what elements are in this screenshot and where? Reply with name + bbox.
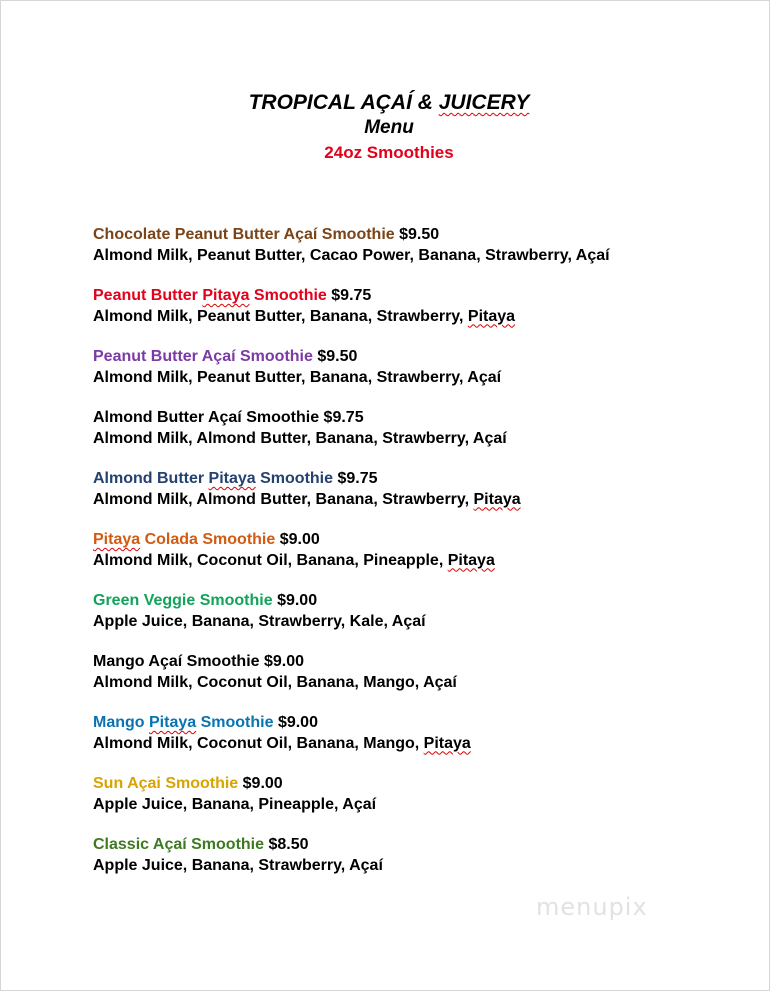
- menu-item-name: [93, 836, 264, 853]
- menu-item-name: [93, 287, 327, 304]
- menu-item: [93, 469, 753, 530]
- ingredient-text: Almond Milk, Peanut Butter, Banana, Strawberry, Açaí: [93, 368, 502, 386]
- menu-item-price: $9.75: [331, 287, 372, 304]
- menu-item-name-part: Peanut Butter: [93, 287, 203, 304]
- menu-item: [93, 530, 753, 591]
- menu-item-name-part: Colada Smoothie: [140, 531, 276, 548]
- menu-item-name-part: Smoothie: [249, 287, 327, 304]
- menu-item-ingredients: [93, 856, 753, 877]
- menu-item-name-part: Peanut Butter Açaí Smoothie: [93, 348, 313, 365]
- menu-item-name-part: Almond Butter: [93, 470, 209, 487]
- menu-item-price: $9.00: [263, 653, 305, 670]
- section-heading: 24oz Smoothies: [324, 143, 454, 162]
- menu-item: [93, 347, 753, 408]
- menu-item: [93, 835, 753, 896]
- menu-item-title-line: [93, 408, 753, 429]
- menu-item-name-flagged-word: Pitaya: [93, 531, 141, 548]
- ingredient-flagged-word: Pitaya: [473, 490, 521, 508]
- menu-item-ingredients: [93, 246, 753, 267]
- ingredient-flagged-word: Pitaya: [423, 734, 471, 752]
- menu-item-name: [93, 592, 273, 609]
- menu-item: [93, 774, 753, 835]
- menu-item-name: [93, 348, 313, 365]
- menu-item-ingredients: [93, 368, 753, 389]
- menu-item-price: $9.00: [277, 592, 318, 609]
- menu-item-title-line: [93, 835, 753, 856]
- menu-item: [93, 286, 753, 347]
- menu-item-name-part: Smoothie: [196, 714, 274, 731]
- menu-item-name-flagged-word: Pitaya: [202, 287, 250, 304]
- menu-item-title-line: [93, 286, 753, 307]
- menu-item-price: $9.00: [277, 714, 318, 731]
- menu-item-title-line: [93, 652, 753, 673]
- ingredient-text: Almond Milk, Coconut Oil, Banana, Mango,: [93, 734, 424, 752]
- menu-item-price: $9.50: [399, 226, 440, 243]
- menu-item-price: $9.00: [242, 775, 283, 792]
- menu-item-name-part: Green Veggie Smoothie: [93, 592, 273, 609]
- menu-item-name-part: Mango Açaí Smoothie: [93, 653, 260, 670]
- menu-item-ingredients: [93, 612, 753, 633]
- menu-item-title-line: [93, 591, 753, 612]
- menu-item-title-line: [93, 713, 753, 734]
- ingredient-text: Apple Juice, Banana, Pineapple, Açaí: [93, 795, 377, 813]
- menu-item-name-part: Classic Açaí Smoothie: [93, 836, 265, 853]
- menu-item-name: [93, 714, 273, 731]
- menu-item-title-line: [93, 347, 753, 368]
- menu-item-price: $9.00: [279, 531, 320, 548]
- menu-item: [93, 591, 753, 652]
- ingredient-text: Almond Milk, Peanut Butter, Banana, Strawberry,: [93, 307, 468, 325]
- menu-item-name: [93, 226, 395, 243]
- menu-item-name: [93, 653, 260, 670]
- ingredient-text: Almond Milk, Coconut Oil, Banana, Mango, Açaí: [93, 673, 457, 691]
- menu-item-name: [93, 409, 319, 426]
- menu-item: [93, 713, 753, 774]
- menu-item-name: [93, 775, 238, 792]
- ingredient-text: Apple Juice, Banana, Strawberry, Açaí: [93, 856, 383, 874]
- menu-item-name-part: Chocolate Peanut Butter Açaí Smoothie: [93, 226, 395, 243]
- menu-items-list: [93, 225, 753, 896]
- menu-item-ingredients: [93, 307, 753, 328]
- menu-item-title-line: [93, 225, 753, 246]
- ingredient-text: Apple Juice, Banana, Strawberry, Kale, Açaí: [93, 612, 426, 630]
- ingredient-text: Almond Milk, Almond Butter, Banana, Strawberry, Açaí: [93, 429, 507, 447]
- menu-item: [93, 225, 753, 286]
- ingredient-flagged-word: Pitaya: [467, 307, 516, 325]
- page-title: [8, 90, 770, 116]
- menu-item-ingredients: [93, 490, 753, 511]
- title-main: TROPICAL AÇAÍ &: [248, 91, 439, 114]
- menupix-watermark: menupix: [536, 893, 648, 921]
- menu-item-ingredients: [93, 429, 753, 450]
- menu-item-title-line: [93, 469, 753, 490]
- menu-item-name-part: Smoothie: [255, 470, 334, 487]
- ingredient-text: Almond Milk, Coconut Oil, Banana, Pineapple,: [93, 551, 448, 569]
- menu-item: [93, 408, 753, 469]
- menu-item-name: [93, 470, 333, 487]
- menu-header: [0, 90, 770, 165]
- menu-item-ingredients: [93, 795, 753, 816]
- menu-item-name-flagged-word: Pitaya: [149, 714, 197, 731]
- title-squiggle-word: JUICERY: [438, 91, 530, 114]
- menu-item-ingredients: [93, 673, 753, 694]
- page-subtitle: Menu: [364, 117, 414, 138]
- ingredient-text: Almond Milk, Peanut Butter, Cacao Power, Banana, Strawberry, Açaí: [93, 246, 610, 264]
- menu-item-price: $9.75: [323, 409, 364, 426]
- menu-item-name-part: Sun Açai Smoothie: [93, 775, 239, 792]
- menu-item-ingredients: [93, 734, 753, 755]
- ingredient-text: Almond Milk, Almond Butter, Banana, Strawberry,: [93, 490, 474, 508]
- menu-item-price: $9.75: [337, 470, 378, 487]
- menu-item-price: $8.50: [268, 836, 309, 853]
- menu-item-title-line: [93, 774, 753, 795]
- menu-item-price: $9.50: [317, 348, 358, 365]
- menu-item-name-part: Mango: [93, 714, 149, 731]
- menu-item-ingredients: [93, 551, 753, 572]
- menu-item-name-flagged-word: Pitaya: [208, 470, 256, 487]
- ingredient-flagged-word: Pitaya: [447, 551, 495, 569]
- menu-item: [93, 652, 753, 713]
- menu-item-name-part: Almond Butter Açaí Smoothie: [93, 409, 320, 426]
- menu-item-name: [93, 531, 275, 548]
- menu-item-title-line: [93, 530, 753, 551]
